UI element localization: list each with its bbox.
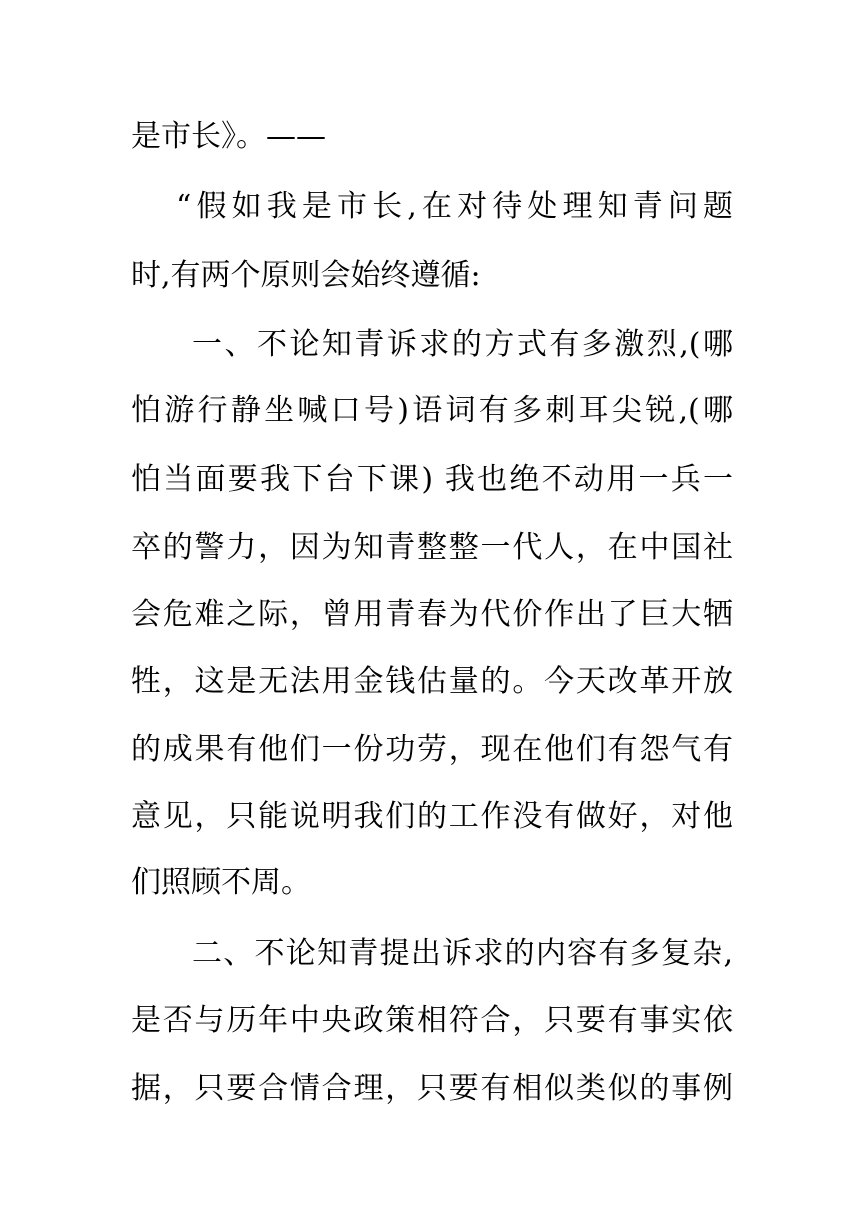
text-line-9: 牲，这是无法用金钱估量的。今天改革开放 — [131, 664, 733, 699]
text-line-13: 二、不论知青提出诉求的内容有多复杂, — [192, 936, 733, 971]
text-line-2: “假如我是市长,在对待处理知青问题 — [176, 189, 733, 224]
text-line-15: 据，只要合情合理，只要有相似类似的事例 — [131, 1071, 733, 1106]
text-line-11: 意见，只能说明我们的工作没有做好，对他 — [131, 799, 733, 834]
text-line-7: 卒的警力，因为知青整整一代人，在中国社 — [131, 530, 733, 565]
text-line-6: 怕当面要我下台下课) 我也绝不动用一兵一 — [131, 462, 733, 497]
text-line-3: 时,有两个原则会始终遵循: — [131, 258, 481, 293]
text-line-8: 会危难之际，曾用青春为代价作出了巨大牺 — [131, 597, 733, 632]
text-line-14: 是否与历年中央政策相符合，只要有事实依 — [131, 1003, 733, 1038]
text-line-1: 是市长》。—— — [131, 119, 326, 154]
text-line-10: 的成果有他们一份功劳，现在他们有怨气有 — [131, 732, 733, 767]
text-line-5: 怕游行静坐喊口号)语词有多刺耳尖锐,(哪 — [131, 393, 733, 428]
text-line-4: 一、不论知青诉求的方式有多激烈,(哪 — [192, 327, 733, 362]
text-line-12: 们照顾不周。 — [131, 865, 311, 900]
